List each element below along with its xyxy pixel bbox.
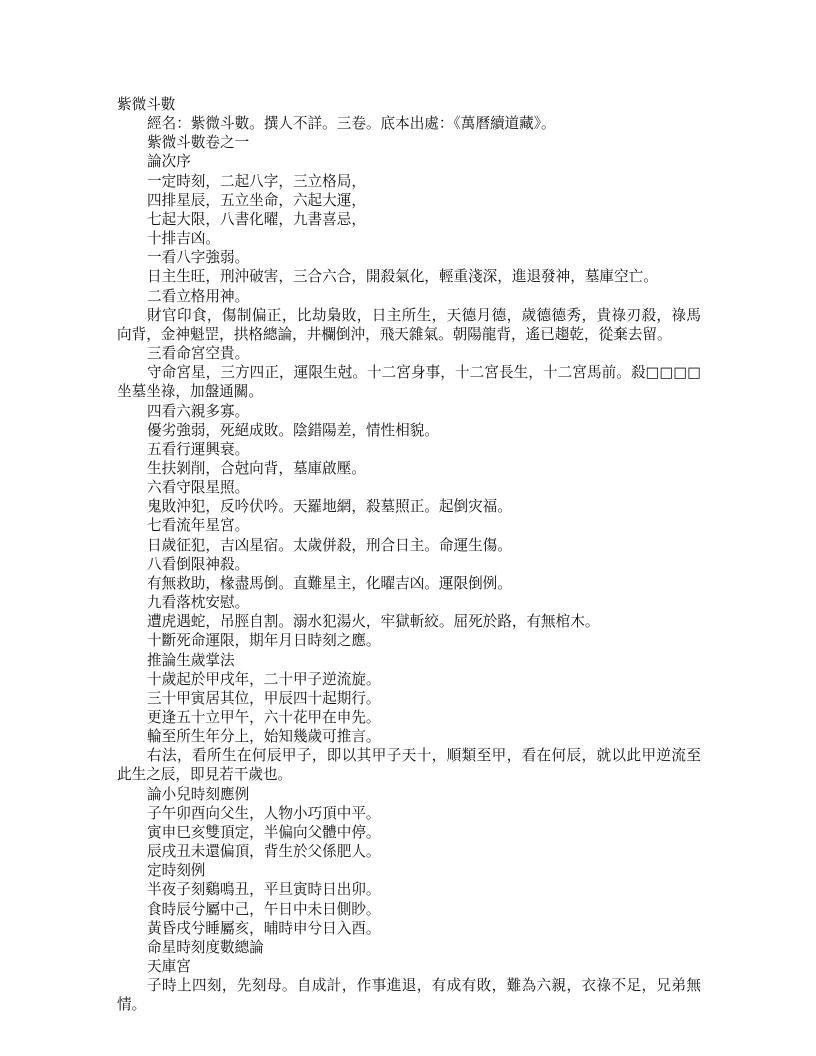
section-heading: 定時刻例 — [147, 862, 206, 880]
verse-line: 子午卯酉向父生，人物小巧頂中平。 — [147, 804, 381, 822]
subsection-heading: 三看命宮空貴。 — [147, 345, 250, 363]
section-heading: 命星時刻度數總論 — [147, 938, 264, 956]
verse-line: 十歲起於甲戌年，二十甲子逆流旋。 — [147, 670, 381, 688]
paragraph: 日主生旺，刑沖破害，三合六合，開殺氣化，輕重淺深，進退發神，墓庫空亡。 — [147, 268, 658, 286]
paragraph: 鬼敗沖犯，反吟伏吟。天羅地網，殺墓照正。起倒灾福。 — [147, 498, 512, 516]
verse-line: 輪至所生年分上，始知幾歲可推言。 — [147, 728, 381, 746]
verse-line: 寅申巳亥雙頂定，半偏向父體中停。 — [147, 823, 381, 841]
verse-line: 黃昏戌兮睡屬亥，晡時申兮日入酉。 — [147, 919, 381, 937]
subsection-heading: 十斷死命運限，期年月日時刻之應。 — [147, 632, 381, 650]
paragraph: 生扶剝削，合尅向背，墓庫啟壓。 — [147, 459, 366, 477]
subsection-heading: 七看流年星宮。 — [147, 517, 250, 535]
paragraph: 守命宮星，三方四正，運限生尅。十二宮身事，十二宮長生，十二宮馬前。殺□□□□坐墓坐祿，加盤通關。 — [117, 364, 701, 401]
paragraph: 財官印食，傷制偏正，比劫梟敗，日主所生，天德月德，歲德德秀，貴祿刃殺，祿馬向背，金神魁罡，拱格總論，井欄倒沖，飛天雜氣。朝陽龍背，遙已趨乾，從棄去留。 — [117, 306, 701, 343]
paragraph: 日歲征犯，吉凶星宿。太歲併殺，刑合日主。命運生傷。 — [147, 536, 512, 554]
verse-line: 十排吉凶。 — [147, 230, 220, 248]
verse-line: 更逢五十立甲午，六十花甲在申先。 — [147, 709, 381, 726]
paragraph: 有無救助，椽盡馬倒。直難星主，化曜吉凶。運限倒例。 — [147, 574, 512, 592]
verse-line: 食時辰兮屬中己，午日中未日側眇。 — [147, 900, 381, 918]
verse-line: 一定時刻，二起八字，三立格局， — [147, 172, 366, 190]
subsection-heading: 六看守限星照。 — [147, 479, 250, 497]
verse-line: 辰戌丑未還偏頂，背生於父係肥人。 — [147, 843, 381, 861]
subsection-heading: 二看立格用神。 — [147, 287, 250, 305]
document-title: 紫微斗數 — [117, 96, 176, 113]
subsection-heading: 一看八字強弱。 — [147, 249, 250, 267]
volume-heading: 紫微斗數卷之一 — [147, 134, 250, 152]
subsection-heading: 四看六親多寡。 — [147, 402, 250, 420]
subsection-heading: 天庫宮 — [147, 958, 191, 976]
verse-line: 七起大限，八書化曜，九書喜忌， — [147, 210, 366, 228]
scripture-info: 經名：紫微斗數。撰人不詳。三卷。底本出處：《萬曆續道藏》。 — [147, 115, 556, 133]
paragraph: 優劣強弱，死絕成敗。陰錯陽差，情性相貌。 — [147, 421, 439, 439]
paragraph: 遭虎遇蛇，吊脛自割。溺水犯湯火，牢獄斬絞。屈死於路，有無棺木。 — [147, 613, 600, 631]
section-heading: 推論生歲掌法 — [147, 651, 235, 669]
section-heading: 論次序 — [147, 153, 191, 171]
document-page — [117, 95, 701, 1015]
verse-line: 四排星辰，五立坐命，六起大運， — [147, 191, 366, 209]
subsection-heading: 九看落枕安慰。 — [147, 594, 250, 612]
section-heading: 論小兒時刻應例 — [147, 785, 250, 803]
subsection-heading: 八看倒限神殺。 — [147, 555, 250, 573]
subsection-heading: 五看行運興衰。 — [147, 440, 250, 458]
paragraph: 子時上四刻，先刻母。自成計，作事進退，有成有敗，難為六親，衣祿不足，兄弟無情。 — [117, 977, 701, 1014]
paragraph: 右法，看所生在何辰甲子，即以其甲子天十，順類至甲，看在何辰，就以此甲逆流至此生之辰，即見若干歲也。 — [117, 747, 701, 784]
verse-line: 三十甲寅居其位，甲辰四十起期行。 — [147, 689, 381, 707]
verse-line: 半夜子刻鷄鳴丑，平旦寅時日出卯。 — [147, 881, 381, 899]
